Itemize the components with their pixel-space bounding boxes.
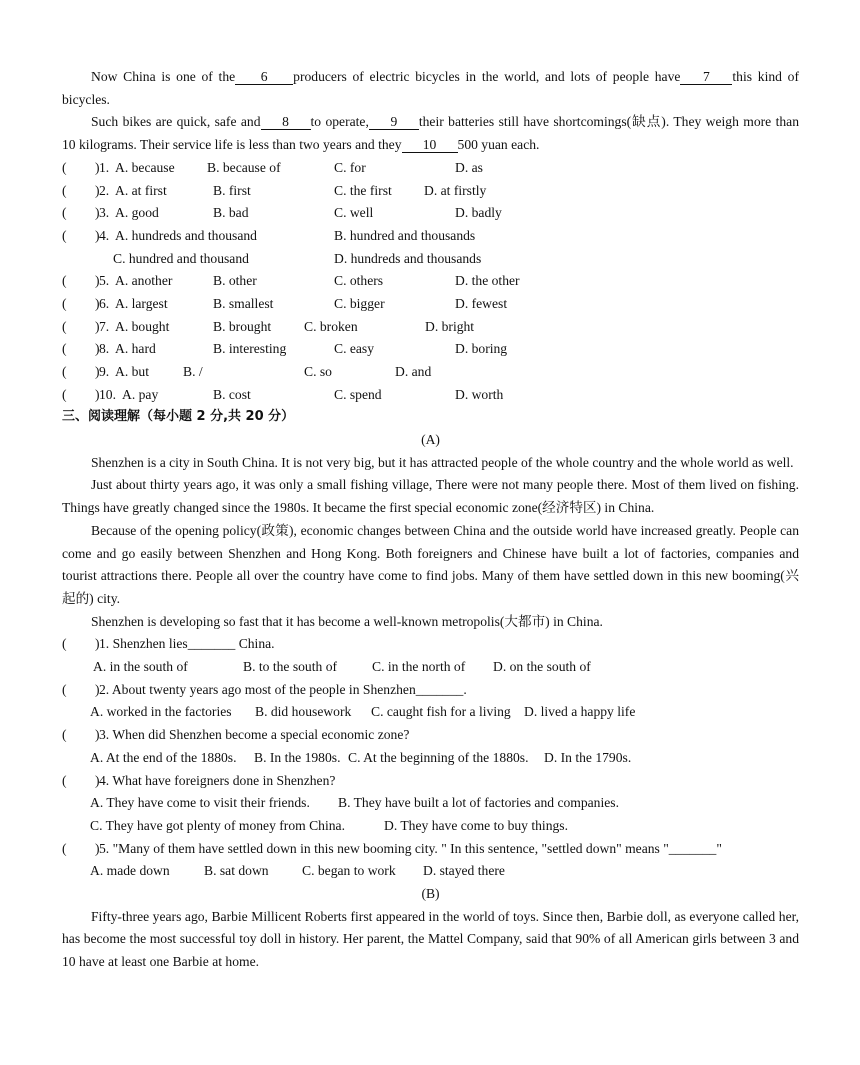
passage-b-paragraph: Fifty-three years ago, Barbie Millicent Roberts first appeared in the world of toys. Since then, Barbie doll, as everyone called her, has become the most successful toy doll in history. Her parent, the Mattel Company, said that 90% of all American girls between 3 and 10 have at least one Barbie at home.	[62, 908, 799, 970]
cloze-question-7: ( ) 7. A. bought B. brought C. broken D. bright	[62, 316, 799, 339]
passage-b-label: (B)	[421, 885, 440, 901]
answer-bracket[interactable]: (	[62, 318, 67, 334]
cloze-questions	[62, 157, 799, 407]
answer-bracket[interactable]: (	[62, 681, 67, 697]
cloze-question-4-cont: C. hundred and thousand D. hundreds and thousands	[113, 250, 482, 266]
worksheet-page	[62, 66, 799, 974]
cloze-question-6: ( ) 6. A. largest B. smallest C. bigger D. fewest	[62, 293, 799, 316]
answer-bracket[interactable]: (	[62, 636, 67, 652]
option[interactable]: B. to the south of	[243, 659, 338, 675]
reading-question-4-options-ab	[62, 792, 799, 815]
option[interactable]: A. worked in the factories	[90, 704, 232, 720]
answer-bracket[interactable]: (	[62, 273, 67, 289]
blank-8: 8	[261, 114, 311, 130]
blank-7: 7	[680, 69, 732, 85]
reading-question-1: ( ) 1. Shenzhen lies_______ China.	[62, 633, 799, 656]
passage-a-label: (A)	[421, 432, 440, 448]
section-title: 三、阅读理解（每小题 2 分,共 20 分）	[62, 409, 295, 425]
answer-bracket[interactable]: (	[62, 364, 67, 379]
answer-bracket[interactable]: (	[62, 295, 67, 311]
cloze-question-5: ( ) 5. A. another B. other C. others D. the other	[62, 270, 799, 293]
option[interactable]: B. They have built a lot of factories and companies.	[338, 795, 619, 811]
answer-bracket[interactable]: (	[62, 840, 67, 856]
option[interactable]: D. on the south of	[493, 659, 591, 675]
answer-bracket[interactable]: (	[62, 727, 67, 743]
reading-question-3: ( ) 3. When did Shenzhen become a special economic zone?	[62, 724, 799, 747]
passage-a-paragraph: Just about thirty years ago, it was only a small fishing village, There were not many people there. Most of them lived on fishing. Things have greatly changed since the 1980s. It became the first special economic zone(经济特区) in China.	[62, 477, 799, 516]
option[interactable]: B. sat down	[204, 863, 269, 879]
option[interactable]: D. In the 1790s.	[544, 749, 632, 765]
blank-9: 9	[369, 114, 419, 130]
option[interactable]: A. At the end of the 1880s.	[90, 749, 237, 765]
option[interactable]: C. They have got plenty of money from China.	[90, 817, 345, 833]
cloze-question-4: ( ) 4. A. hundreds and thousand B. hundred and thousands	[62, 225, 799, 248]
option[interactable]: B. did housework	[255, 704, 352, 720]
passage-a-paragraph: Because of the opening policy(政策), economic changes between China and the outside world have increased greatly. People can come and go easily between Shenzhen and Hong Kong. Both foreigners and Chinese have built a lot of factories, companies and tourist attractions there. People all over the country have come to find jobs. Many of them have settled down in this new booming(兴起的) city.	[62, 522, 799, 606]
answer-bracket[interactable]: (	[62, 159, 67, 175]
option[interactable]: C. began to work	[302, 863, 396, 879]
cloze-question-3: ( ) 3. A. good B. bad C. well D. badly	[62, 202, 799, 225]
cloze-question-2: ( ) 2. A. at first B. first C. the first D. at firstly	[62, 180, 799, 203]
answer-bracket[interactable]: (	[62, 341, 67, 357]
reading-question-5: ( ) 5. "Many of them have settled down in this new booming city. " In this sentence, "settled down" means "_______"	[62, 838, 799, 861]
reading-question-4-options-cd	[62, 815, 799, 838]
option[interactable]: B. In the 1980s.	[254, 749, 341, 765]
option[interactable]: C. At the beginning of the 1880s.	[348, 749, 529, 765]
reading-question-2: ( ) 2. About twenty years ago most of the people in Shenzhen_______.	[62, 679, 799, 702]
reading-question-3-options	[62, 747, 799, 770]
option[interactable]: A. They have come to visit their friends.	[90, 795, 310, 811]
answer-bracket[interactable]: (	[62, 182, 67, 198]
cloze-question-1: ( ) 1. A. because B. because of C. for D. as	[62, 157, 799, 180]
option[interactable]: A. made down	[90, 863, 170, 879]
blank-10: 10	[402, 137, 458, 153]
answer-bracket[interactable]: (	[62, 227, 67, 243]
answer-bracket[interactable]: (	[62, 205, 67, 221]
reading-question-1-options	[62, 656, 799, 679]
option[interactable]: A. in the south of	[93, 659, 188, 675]
reading-question-5-options	[62, 860, 799, 883]
option[interactable]: D. They have come to buy things.	[384, 817, 568, 833]
passage-a-paragraph: Shenzhen is a city in South China. It is not very big, but it has attracted people of the whole country and the whole world as well.	[91, 454, 794, 470]
cloze-question-8: ( ) 8. A. hard B. interesting C. easy D. boring	[62, 338, 799, 361]
cloze-paragraph-2: Such bikes are quick, safe and 8 to operate, 9 their batteries still have shortcomings(缺点). They weigh more than 10 kilograms. Their service life is less than two years and they 10 500 yuan each.	[62, 114, 799, 153]
option[interactable]: C. caught fish for a living	[371, 704, 511, 720]
option[interactable]: D. lived a happy life	[524, 704, 636, 720]
option[interactable]: C. in the north of	[372, 659, 466, 675]
passage-a-questions	[62, 633, 799, 883]
cloze-question-9: ( ) 9. A. but B. / C. so D. and	[62, 361, 799, 384]
blank-6: 6	[235, 69, 293, 85]
answer-bracket[interactable]: (	[62, 772, 67, 788]
reading-question-2-options	[62, 701, 799, 724]
cloze-paragraph-1: Now China is one of the 6 producers of electric bicycles in the world, and lots of people have 7 this kind of bicycles.	[62, 69, 799, 107]
reading-question-4: ( ) 4. What have foreigners done in Shenzhen?	[62, 770, 799, 793]
cloze-question-10: ( ) 10. A. pay B. cost C. spend D. worth	[62, 384, 799, 407]
passage-a-paragraph: Shenzhen is developing so fast that it has become a well-known metropolis(大都市) in China.	[91, 613, 603, 629]
option[interactable]: D. stayed there	[423, 863, 505, 879]
answer-bracket[interactable]: (	[62, 386, 67, 402]
